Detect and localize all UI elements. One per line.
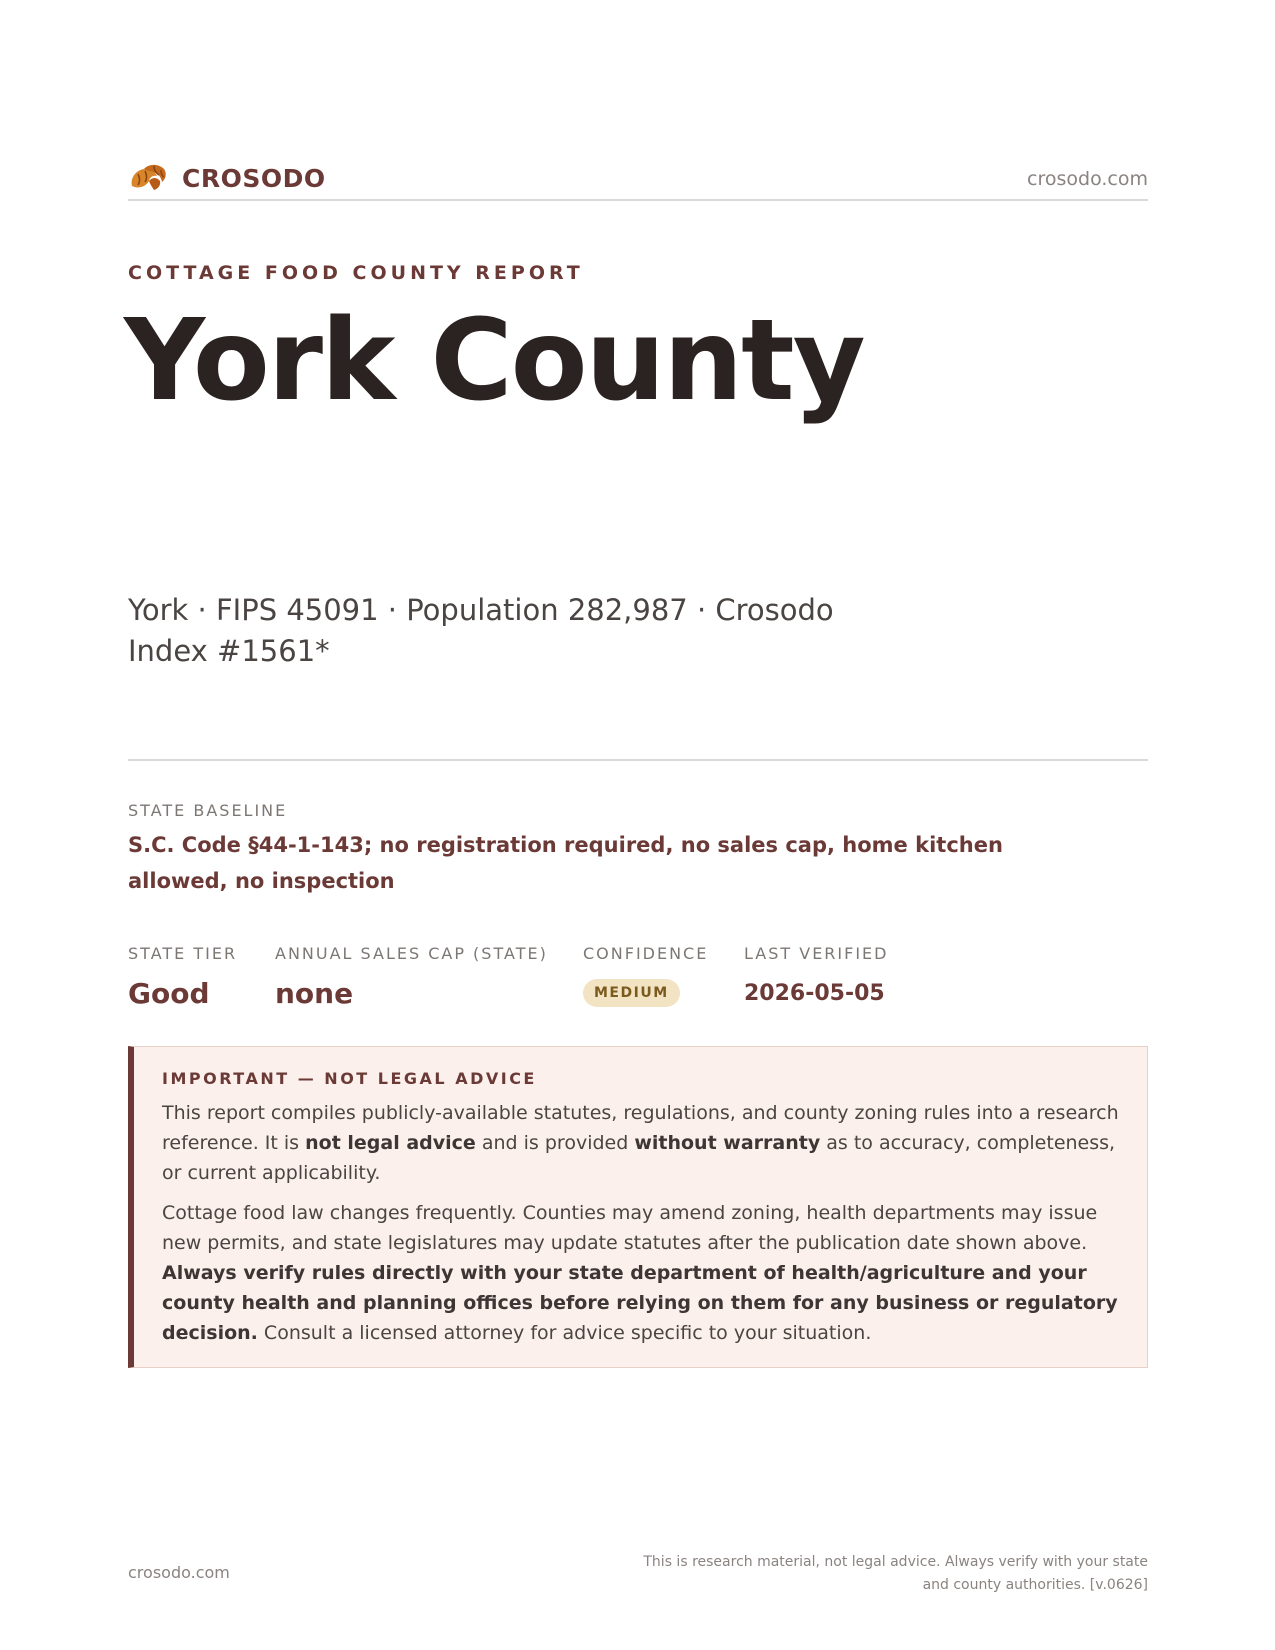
stat-state-tier xyxy=(128,944,237,1010)
brand xyxy=(128,160,326,196)
stats-row xyxy=(128,944,1148,1014)
stat-label: STATE TIER xyxy=(128,944,238,963)
report-page xyxy=(124,0,1148,1650)
notice-paragraph-2 xyxy=(162,1198,1121,1348)
footer-site-link[interactable]: crosodo.com xyxy=(128,1563,230,1582)
footer-disclaimer-line: and county authorities. [v.0626] xyxy=(922,1577,1148,1593)
stat-sales-cap xyxy=(275,944,548,1010)
page-header xyxy=(128,158,1148,200)
notice-text: Cottage food law changes frequently. Counties may amend zoning, health departments may issue new permits, and state legislatures may update statutes after the publication date shown above. xyxy=(162,1202,1098,1254)
county-summary: York · FIPS 45091 · Population 282,987 · Crosodo Index #1561* xyxy=(128,593,834,668)
stat-value: 2026-05-05 xyxy=(744,981,885,1006)
notice-emphasis: Always verify rules directly with your state department of health/agriculture and your county health and planning offices before relying on them for any business or regulatory decision. xyxy=(162,1262,1118,1344)
section-divider xyxy=(128,759,1148,761)
footer-disclaimer-line: This is research material, not legal advice. Always verify with your state xyxy=(643,1554,1148,1570)
stat-last-verified xyxy=(744,944,888,1006)
notice-paragraph-1 xyxy=(162,1098,1121,1188)
confidence-badge: MEDIUM xyxy=(583,979,680,1007)
stat-label: LAST VERIFIED xyxy=(744,944,889,963)
notice-text: Consult a licensed attorney for advice specific to your situation. xyxy=(257,1322,872,1344)
notice-text: This report compiles publicly-available statutes, regulations, and county zoning rules into a research reference. It is xyxy=(162,1102,1119,1154)
legal-notice xyxy=(128,1046,1148,1368)
stat-value: none xyxy=(275,977,354,1010)
stat-confidence xyxy=(583,944,708,1007)
stat-label: CONFIDENCE xyxy=(583,944,709,963)
state-baseline-label: STATE BASELINE xyxy=(128,801,288,820)
report-eyebrow: COTTAGE FOOD COUNTY REPORT xyxy=(128,262,584,284)
state-baseline-text: S.C. Code §44-1-143; no registration required, no sales cap, home kitchen allowed, no inspection xyxy=(128,833,1003,893)
page-title: York County xyxy=(124,296,864,426)
header-divider xyxy=(128,199,1148,201)
stat-label: ANNUAL SALES CAP (STATE) xyxy=(275,944,548,963)
notice-emphasis: without warranty xyxy=(634,1132,821,1154)
notice-title: IMPORTANT — NOT LEGAL ADVICE xyxy=(162,1069,537,1088)
notice-emphasis: not legal advice xyxy=(305,1132,476,1154)
header-site-link[interactable]: crosodo.com xyxy=(1027,168,1148,190)
footer-disclaimer xyxy=(628,1551,1148,1597)
croissant-icon xyxy=(128,160,168,196)
stat-value: Good xyxy=(128,977,210,1010)
brand-name: CROSODO xyxy=(182,163,326,193)
notice-text: and is provided xyxy=(475,1132,635,1154)
notice-text: as to accuracy, completeness, or current applicability. xyxy=(162,1132,1116,1184)
